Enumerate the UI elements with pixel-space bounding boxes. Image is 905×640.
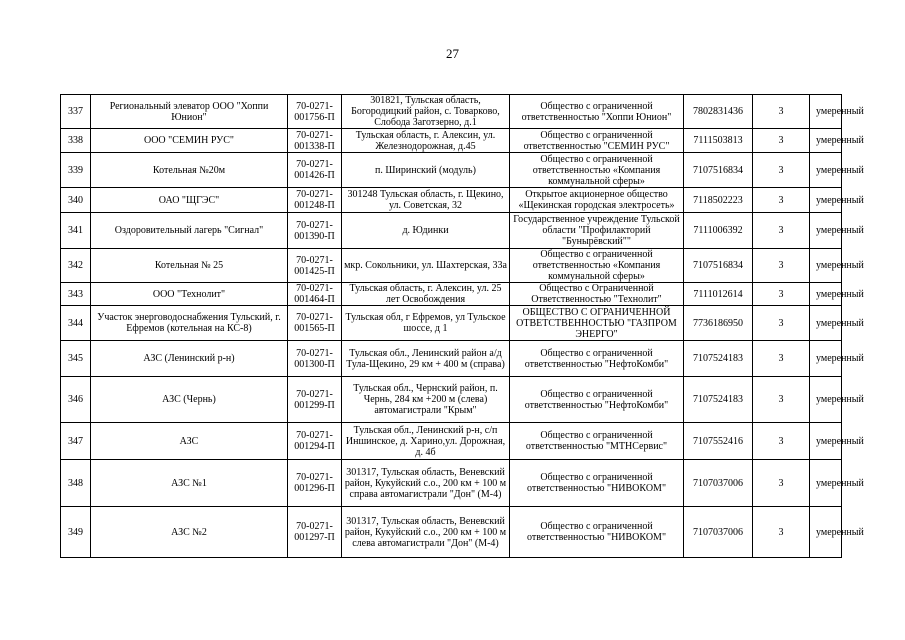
registration-code: 70-0271-001464-П	[288, 283, 342, 306]
operator-inn: 7111503813	[684, 129, 753, 153]
hazard-category: 3	[753, 283, 810, 306]
row-number: 348	[61, 460, 91, 507]
operator-name: Общество с Ограниченной Ответственностью "Технолит"	[510, 283, 684, 306]
operator-name: Общество с ограниченной ответственностью "НефтоКомби"	[510, 341, 684, 377]
registration-code: 70-0271-001426-П	[288, 153, 342, 188]
hazard-category: 3	[753, 460, 810, 507]
row-number: 341	[61, 213, 91, 249]
row-number: 343	[61, 283, 91, 306]
row-number: 345	[61, 341, 91, 377]
table-row	[61, 341, 842, 377]
table-row	[61, 283, 842, 306]
table-row	[61, 95, 842, 129]
row-number: 344	[61, 306, 91, 341]
risk-level: умеренный	[810, 129, 842, 153]
object-name: АЗС (Чернь)	[91, 377, 288, 423]
hazard-category: 3	[753, 507, 810, 558]
hazard-category: 3	[753, 213, 810, 249]
hazard-category: 3	[753, 423, 810, 460]
page-number: 27	[446, 46, 459, 61]
object-address: мкр. Сокольники, ул. Шахтерская, 33а	[342, 249, 510, 283]
risk-level: умеренный	[810, 283, 842, 306]
risk-level: умеренный	[810, 153, 842, 188]
table-row	[61, 249, 842, 283]
object-address: 301821, Тульская область, Богородицкий район, с. Товарково, Слобода Заготзерно, д.1	[342, 95, 510, 129]
registration-code: 70-0271-001299-П	[288, 377, 342, 423]
registration-code: 70-0271-001297-П	[288, 507, 342, 558]
operator-inn: 7802831436	[684, 95, 753, 129]
operator-name: Общество с ограниченной ответственностью «Компания коммунальной сферы»	[510, 249, 684, 283]
registration-code: 70-0271-001248-П	[288, 188, 342, 213]
object-address: 301317, Тульская область, Веневский район, Кукуйский с.о., 200 км + 100 м справа автомагистрали "Дон" (М-4)	[342, 460, 510, 507]
object-name: ООО "Технолит"	[91, 283, 288, 306]
row-number: 339	[61, 153, 91, 188]
object-name: АЗС	[91, 423, 288, 460]
risk-level: умеренный	[810, 188, 842, 213]
risk-level: умеренный	[810, 423, 842, 460]
hazard-category: 3	[753, 249, 810, 283]
operator-inn: 7118502223	[684, 188, 753, 213]
registration-code: 70-0271-001425-П	[288, 249, 342, 283]
operator-name: Общество с ограниченной ответственностью «Компания коммунальной сферы»	[510, 153, 684, 188]
risk-level: умеренный	[810, 460, 842, 507]
object-address: Тульская обл., Ленинский р-н, с/п Иншинское, д. Харино,ул. Дорожная, д. 4б	[342, 423, 510, 460]
hazard-category: 3	[753, 129, 810, 153]
row-number: 349	[61, 507, 91, 558]
operator-inn: 7107516834	[684, 153, 753, 188]
registration-code: 70-0271-001296-П	[288, 460, 342, 507]
table-row	[61, 306, 842, 341]
operator-name: Общество с ограниченной ответственностью "СЕМИН РУС"	[510, 129, 684, 153]
object-name: Котельная № 25	[91, 249, 288, 283]
registration-code: 70-0271-001390-П	[288, 213, 342, 249]
object-address: Тульская область, г. Алексин, ул. Железнодорожная, д.45	[342, 129, 510, 153]
operator-inn: 7111012614	[684, 283, 753, 306]
operator-inn: 7736186950	[684, 306, 753, 341]
operator-name: Открытое акционерное общество «Щекинская городская электросеть»	[510, 188, 684, 213]
row-number: 347	[61, 423, 91, 460]
table-row	[61, 213, 842, 249]
table-row	[61, 507, 842, 558]
hazard-category: 3	[753, 341, 810, 377]
row-number: 342	[61, 249, 91, 283]
operator-inn: 7107552416	[684, 423, 753, 460]
object-name: АЗС №2	[91, 507, 288, 558]
object-name: ОАО "ЩГЭС"	[91, 188, 288, 213]
object-name: АЗС (Ленинский р-н)	[91, 341, 288, 377]
risk-level: умеренный	[810, 306, 842, 341]
object-address: Тульская обл., Чернский район, п. Чернь, 284 км +200 м (слева) автомагистрали "Крым"	[342, 377, 510, 423]
operator-name: Общество с ограниченной ответственностью "НИВОКОМ"	[510, 460, 684, 507]
table-row	[61, 129, 842, 153]
operator-inn: 7107524183	[684, 341, 753, 377]
object-address: 301317, Тульская область, Веневский район, Кукуйский с.о., 200 км + 100 м слева автомагистрали "Дон" (М-4)	[342, 507, 510, 558]
registry-body	[61, 95, 864, 558]
risk-level: умеренный	[810, 249, 842, 283]
object-name: Оздоровительный лагерь "Сигнал"	[91, 213, 288, 249]
risk-level: умеренный	[810, 507, 842, 558]
row-number: 340	[61, 188, 91, 213]
table-row	[61, 460, 842, 507]
operator-inn: 7111006392	[684, 213, 753, 249]
object-address: п. Ширинский (модуль)	[342, 153, 510, 188]
object-address: д. Юдинки	[342, 213, 510, 249]
operator-name: Общество с ограниченной ответственностью "МТНСервис"	[510, 423, 684, 460]
object-name: Котельная №20м	[91, 153, 288, 188]
registration-code: 70-0271-001294-П	[288, 423, 342, 460]
registry-table	[60, 94, 864, 558]
registration-code: 70-0271-001756-П	[288, 95, 342, 129]
table-row	[61, 423, 842, 460]
operator-name: ОБЩЕСТВО С ОГРАНИЧЕННОЙ ОТВЕТСТВЕННОСТЬЮ "ГАЗПРОМ ЭНЕРГО"	[510, 306, 684, 341]
object-address: 301248 Тульская область, г. Щекино, ул. Советская, 32	[342, 188, 510, 213]
row-number: 346	[61, 377, 91, 423]
object-name: Региональный элеватор ООО "Хоппи Юнион"	[91, 95, 288, 129]
operator-name: Государственное учреждение Тульской области "Профилакторий "Бунырёвский""	[510, 213, 684, 249]
table-row	[61, 377, 842, 423]
operator-inn: 7107516834	[684, 249, 753, 283]
operator-name: Общество с ограниченной ответственностью "Хоппи Юнион"	[510, 95, 684, 129]
risk-level: умеренный	[810, 213, 842, 249]
object-name: Участок энерговодоснабжения Тульский, г. Ефремов (котельная на КС-8)	[91, 306, 288, 341]
registration-code: 70-0271-001338-П	[288, 129, 342, 153]
hazard-category: 3	[753, 188, 810, 213]
risk-level: умеренный	[810, 341, 842, 377]
object-name: ООО "СЕМИН РУС"	[91, 129, 288, 153]
object-address: Тульская область, г. Алексин, ул. 25 лет Освобождения	[342, 283, 510, 306]
hazard-category: 3	[753, 377, 810, 423]
registration-code: 70-0271-001300-П	[288, 341, 342, 377]
operator-inn: 7107037006	[684, 507, 753, 558]
hazard-category: 3	[753, 95, 810, 129]
row-number: 337	[61, 95, 91, 129]
registration-code: 70-0271-001565-П	[288, 306, 342, 341]
operator-inn: 7107524183	[684, 377, 753, 423]
operator-name: Общество с ограниченной ответственностью "НИВОКОМ"	[510, 507, 684, 558]
operator-inn: 7107037006	[684, 460, 753, 507]
hazard-category: 3	[753, 306, 810, 341]
risk-level: умеренный	[810, 377, 842, 423]
row-number: 338	[61, 129, 91, 153]
table-row	[61, 188, 842, 213]
object-address: Тульская обл, г Ефремов, ул Тульское шоссе, д 1	[342, 306, 510, 341]
hazard-category: 3	[753, 153, 810, 188]
operator-name: Общество с ограниченной ответственностью "НефтоКомби"	[510, 377, 684, 423]
table-row	[61, 153, 842, 188]
object-name: АЗС №1	[91, 460, 288, 507]
object-address: Тульская обл., Ленинский район а/д Тула-Щекино, 29 км + 400 м (справа)	[342, 341, 510, 377]
risk-level: умеренный	[810, 95, 842, 129]
